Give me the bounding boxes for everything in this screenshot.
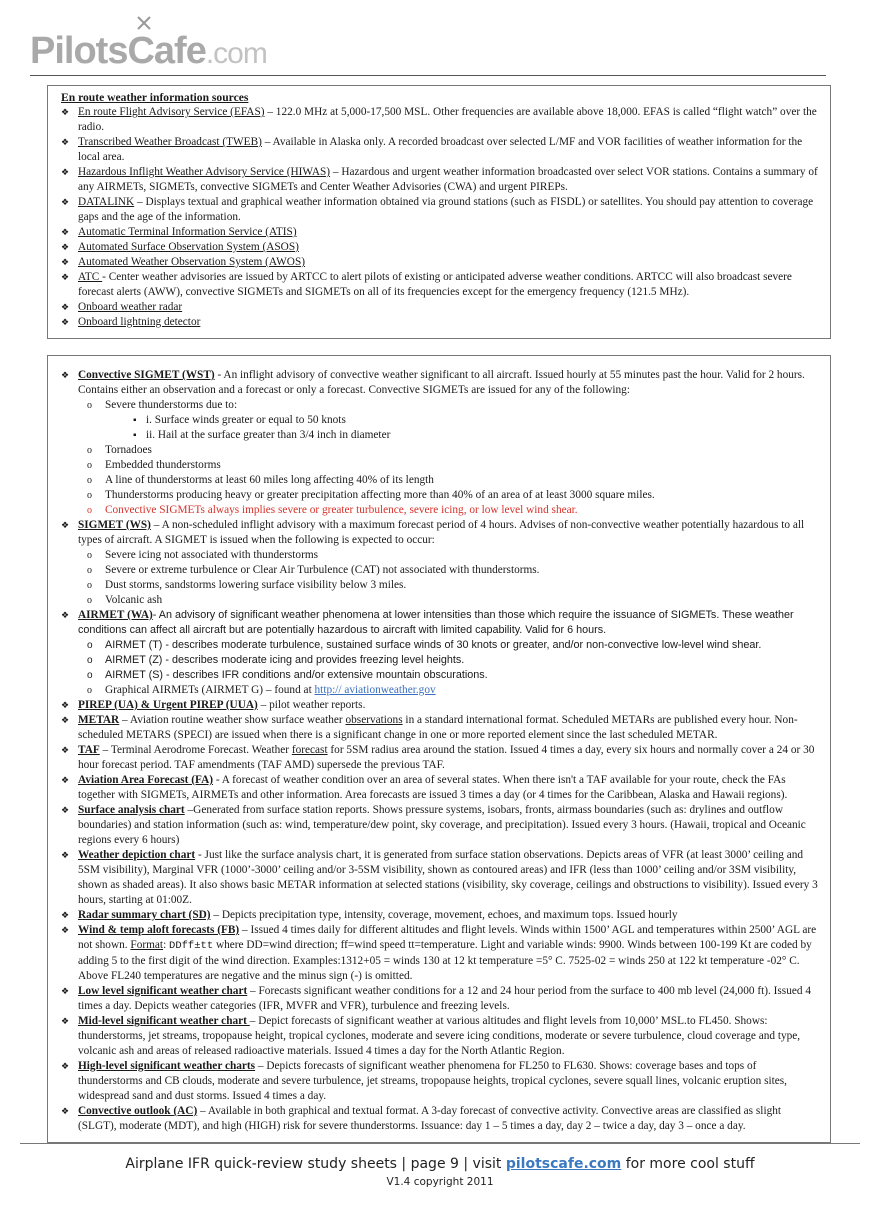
item-text: - Center weather advisories are issued by ARTCC to alert pilots of existing or anticipated adverse weather conditions. ARTCC will also broadcast severe forecast alerts (AWW), convective SIGMETs and SIGMETs on all of its frequencies except for the emergency frequency (121.5 MHz). [78, 271, 792, 298]
sub-item [78, 458, 820, 473]
list-item [61, 270, 820, 300]
item-heading: Transcribed Weather Broadcast (TWEB) [78, 136, 262, 148]
item-text: – Available in both graphical and textual format. A 3-day forecast of convective activity. Convective areas are classified as slight (SLGT), moderate (MDT), and high (HIGH) risk for severe thunderstorms. Issuance: day 1 – 5 times a day, day 2 – twice a day, day 3 – once a day. [78, 1105, 782, 1132]
sub-item-text: AIRMET (Z) - describes moderate icing and provides freezing level heights. [105, 654, 465, 666]
item-heading: Aviation Area Forecast (FA) [78, 774, 214, 786]
list-item [61, 984, 820, 1014]
footer-text [20, 1154, 860, 1174]
sub-item-text: Thunderstorms producing heavy or greater precipitation affecting more than 40% of an area of at least 3000 square miles. [105, 489, 655, 501]
item-heading: Weather depiction chart [78, 849, 196, 861]
item-heading: Convective SIGMET (WST) [78, 369, 215, 381]
footer-post: for more cool stuff [621, 1156, 755, 1172]
list-item [61, 1059, 820, 1104]
item-text: DDff±tt [169, 940, 214, 952]
weather-products-section [47, 355, 831, 1143]
list-item [61, 923, 820, 984]
sub-sub-item-text: ii. Hail at the surface greater than 3/4 inch in diameter [146, 429, 391, 441]
list-item [61, 518, 820, 608]
item-text: forecast [291, 744, 328, 756]
list-item [61, 255, 820, 270]
item-heading: AIRMET (WA) [78, 609, 153, 621]
sub-sub-item [105, 428, 820, 443]
item-text: for 5SM radius area around the station. Issued 4 times a day, every six hours and normally cover a 24 or 30 hour forecast period. TAF amendments (TAF AMD) supersede the previous TAF. [78, 744, 815, 771]
item-heading: Automated Surface Observation System (ASOS) [78, 241, 299, 253]
sub-item-text: Dust storms, sandstorms lowering surface visibility below 3 miles. [105, 579, 407, 591]
sub-item-text: Severe icing not associated with thunderstorms [105, 549, 319, 561]
item-heading: En route Flight Advisory Service (EFAS) [78, 106, 265, 118]
item-heading: SIGMET (WS) [78, 519, 151, 531]
list-item [61, 848, 820, 908]
sub-item-text: AIRMET (S) - describes IFR conditions and/or extensive mountain obscurations. [105, 669, 488, 681]
sub-item [78, 488, 820, 503]
list-item [61, 195, 820, 225]
item-text: – Hazardous and urgent weather information broadcasted over select VOR stations. Contains a summary of any AIRMETs, SIGMETs, convective SIGMETs and Center Weather Advisories (CWA) and urgent PIREPs. [78, 166, 818, 193]
item-heading: Radar summary chart (SD) [78, 909, 211, 921]
item-text: – 122.0 MHz at 5,000-17,500 MSL. Other frequencies are available above 18,000. EFAS is called “flight watch” over the radio. [78, 106, 817, 133]
item-text: - An advisory of significant weather phenomena at lower intensities than those which require the issuance of SIGMETs. These weather conditions can affect all aircraft but are potentially hazardous to aircraft with limited capability. Valid for 6 hours. [78, 609, 794, 636]
sub-item-text: Embedded thunderstorms [105, 459, 221, 471]
list-item [61, 1014, 820, 1059]
section-title: En route weather information sources [61, 91, 249, 104]
pilotscafe-link[interactable]: pilotscafe.com [505, 1156, 622, 1172]
list-item [61, 713, 820, 743]
sub-item [78, 578, 820, 593]
sub-item-text: A line of thunderstorms at least 60 miles long affecting 40% of its length [105, 474, 434, 486]
en-route-sources-section [47, 85, 831, 339]
sub-item [78, 443, 820, 458]
sub-item [78, 503, 820, 518]
item-heading: DATALINK [78, 196, 135, 208]
item-heading: Onboard lightning detector [78, 316, 201, 328]
list-item [61, 105, 820, 135]
item-text: - A forecast of weather condition over an area of several states. When there isn't a TAF available for your route, check the FAs together with SIGMETs, AIRMETs and other information. Area forecasts are issued 3 times a day (or 4 times for the Caribbean, Alaska and Hawaii regions). [78, 774, 788, 801]
item-heading: High-level significant weather charts [78, 1060, 256, 1072]
item-text: – Available in Alaska only. A recorded broadcast over selected L/MF and VOR facilities of weather information for the local area. [78, 136, 803, 163]
list-item [61, 803, 820, 848]
item-text: – pilot weather reports. [257, 699, 366, 711]
list-item [61, 773, 820, 803]
item-heading: Wind & temp aloft forecasts (FB) [78, 924, 240, 936]
sub-item [78, 653, 820, 668]
sources-list [61, 105, 820, 330]
sub-item [78, 473, 820, 488]
list-item [61, 165, 820, 195]
list-item [61, 1104, 820, 1134]
aviationweather-link[interactable]: http:// aviationweather.gov [314, 684, 436, 696]
sub-list [78, 398, 820, 518]
item-text: – Aviation routine weather show surface weather [119, 714, 346, 726]
item-heading: Low level significant weather chart [78, 985, 248, 997]
item-text: observations [345, 714, 403, 726]
item-heading: Automated Weather Observation System (AWOS) [78, 256, 306, 268]
item-text: - An inflight advisory of convective weather significant to all aircraft. Issued hourly at 55 minutes past the hour. Valid for 2 hours. Contains either an observation and a forecast or only a forecast. Convective SIGMETs are issued for any of the following: [78, 369, 805, 396]
sub-item-text: Convective SIGMETs always implies severe or greater turbulence, severe icing, or low level wind shear. [105, 504, 578, 516]
list-item [61, 225, 820, 240]
pilotscafe-logo [30, 30, 267, 75]
item-text: – Depict forecasts of significant weather at various altitudes and flight levels from 10,000’ MSL.to FL450. Shows: thunderstorms, jet streams, tropopause height, tropical cyclones, moderate and severe icing conditions, moderate or severe turbulence, cloud coverage and type, volcanic ash and areas of released radioactive materials. Issued 4 times a day for the North Atlantic Region. [78, 1015, 801, 1057]
item-text: – Terminal Aerodrome Forecast. Weather [99, 744, 292, 756]
item-text: – Depicts precipitation type, intensity, coverage, movement, echoes, and maximum tops. Issued hourly [210, 909, 678, 921]
list-item [61, 908, 820, 923]
item-text: –Generated from surface station reports. Shows pressure systems, isobars, fronts, airmass boundaries (such as: drylines and outflow boundaries) and station information (such as: wind, temperature/dew point, sky coverage, and precipitation). Issued every 3 hours. (Hawaii, tropical and Oceanic regions every 6 hours) [78, 804, 806, 846]
sub-item-text: Graphical AIRMETs (AIRMET G) – found at [105, 684, 315, 696]
list-item [61, 135, 820, 165]
list-item [61, 698, 820, 713]
sub-item [78, 683, 820, 698]
item-heading: Automatic Terminal Information Service (ATIS) [78, 226, 297, 238]
products-list [61, 368, 820, 1134]
sub-item [78, 548, 820, 563]
sub-sub-item [105, 413, 820, 428]
sub-sub-item-text: i. Surface winds greater or equal to 50 knots [146, 414, 346, 426]
sub-list [78, 548, 820, 608]
sub-item-text: Severe or extreme turbulence or Clear Air Turbulence (CAT) not associated with thunderstorms. [105, 564, 540, 576]
page-header [0, 0, 880, 85]
item-text: where DD=wind direction; ff=wind speed tt=temperature. Light and variable winds: 9900. Winds between 100-199 Kt are coded by adding 5 to the first digit of the wind direction. Examples:1312+05 = winds 130 at 12 kt temperature =5° C. 7525-02 = winds 250 at 122 kt temperature -02° C. Above FL240 temperatures are negative and the minus sign (-) is omitted. [78, 939, 812, 982]
list-item [61, 368, 820, 518]
sub-item [78, 563, 820, 578]
logo-suffix: .com [205, 37, 267, 70]
sub-item [78, 398, 820, 443]
item-text: – Issued 4 times daily for different altitudes and flight levels. Winds within 1500’ AGL and temperatures within 2500’ AGL are not shown. [78, 924, 817, 951]
item-text: – Depicts forecasts of significant weather phenomena for FL250 to FL630. Shows: coverage bases and tops of thunderstorms and CB clouds, moderate and severe turbulence, jet streams, tropopause heights, tropical cyclones, severe squall lines, volcanic eruption sites, widespread sand and dust storms. Issued 4 times a day. [78, 1060, 787, 1102]
item-text: : [163, 939, 170, 951]
item-heading: Onboard weather radar [78, 301, 183, 313]
sub-item-text: Severe thunderstorms due to: [105, 399, 238, 411]
item-heading: Convective outlook (AC) [78, 1105, 198, 1117]
item-heading: Hazardous Inflight Weather Advisory Service (HIWAS) [78, 166, 331, 178]
header-divider [30, 75, 826, 76]
item-heading: METAR [78, 714, 120, 726]
sub-item-text: Tornadoes [105, 444, 152, 456]
sub-item-text: AIRMET (T) - describes moderate turbulence, sustained surface winds of 30 knots or greater, and/or non-convective low-level wind shear. [105, 639, 762, 651]
item-text: – Forecasts significant weather conditions for a 12 and 24 hour period from the surface to 400 mb level (24,000 ft). Issued 4 times a day. Depicts weather categories (IFR, MVFR and VFR), turbulence and freezing levels. [78, 985, 811, 1012]
list-item [61, 300, 820, 315]
item-heading: Mid-level significant weather chart [78, 1015, 250, 1027]
version-text: V1.4 copyright 2011 [386, 1176, 494, 1188]
item-text: in a standard international format. Scheduled METARs are published every hour. Non-scheduled METARS (SPECI) are issued when there is a significant change in one or more reported element since the last scheduled METAR. [78, 714, 798, 741]
item-heading: PIREP (UA) & Urgent PIREP (UUA) [78, 699, 258, 711]
list-item [61, 743, 820, 773]
sub-item [78, 593, 820, 608]
item-heading: Surface analysis chart [78, 804, 185, 816]
item-text: Format [130, 939, 164, 951]
airplane-icon [135, 14, 153, 32]
sub-item [78, 668, 820, 683]
list-item [61, 240, 820, 255]
sub-item [78, 638, 820, 653]
item-text: – Displays textual and graphical weather information obtained via ground stations (such as FISDL) or satellites. You should pay attention to coverage gaps and the age of the information. [78, 196, 814, 223]
sub-list [78, 638, 820, 698]
sub-sub-list [105, 413, 820, 443]
page-footer [20, 1143, 860, 1210]
item-text: – A non-scheduled inflight advisory with a maximum forecast period of 4 hours. Advises of non-convective weather potentially hazardous to all types of aircraft. A SIGMET is issued when the following is expected to occur: [78, 519, 805, 546]
footer-pre: Airplane IFR quick-review study sheets | page 9 | visit [125, 1156, 506, 1172]
sub-item-text: Volcanic ash [105, 594, 163, 606]
item-heading: TAF [78, 744, 100, 756]
logo-text: PilotsCafe [30, 30, 206, 72]
item-text: - Just like the surface analysis chart, it is generated from surface station observations. Depicts areas of VFR (at least 3000’ ceiling and 5SM visibility), Marginal VFR (1000’-3000’ ceiling and/or 3-5SM visibility, shown as contoured areas) and IFR (less than 1000’ ceiling and/or 3SM visibility, shown as shaded areas). It also shows basic METAR information at selected stations (visibility, sky coverage, ceilings and obstructions to visibility). Issued every 3 hours, starting at 01:00Z. [78, 849, 818, 906]
list-item [61, 315, 820, 330]
list-item [61, 608, 820, 698]
item-heading: ATC [78, 271, 103, 283]
